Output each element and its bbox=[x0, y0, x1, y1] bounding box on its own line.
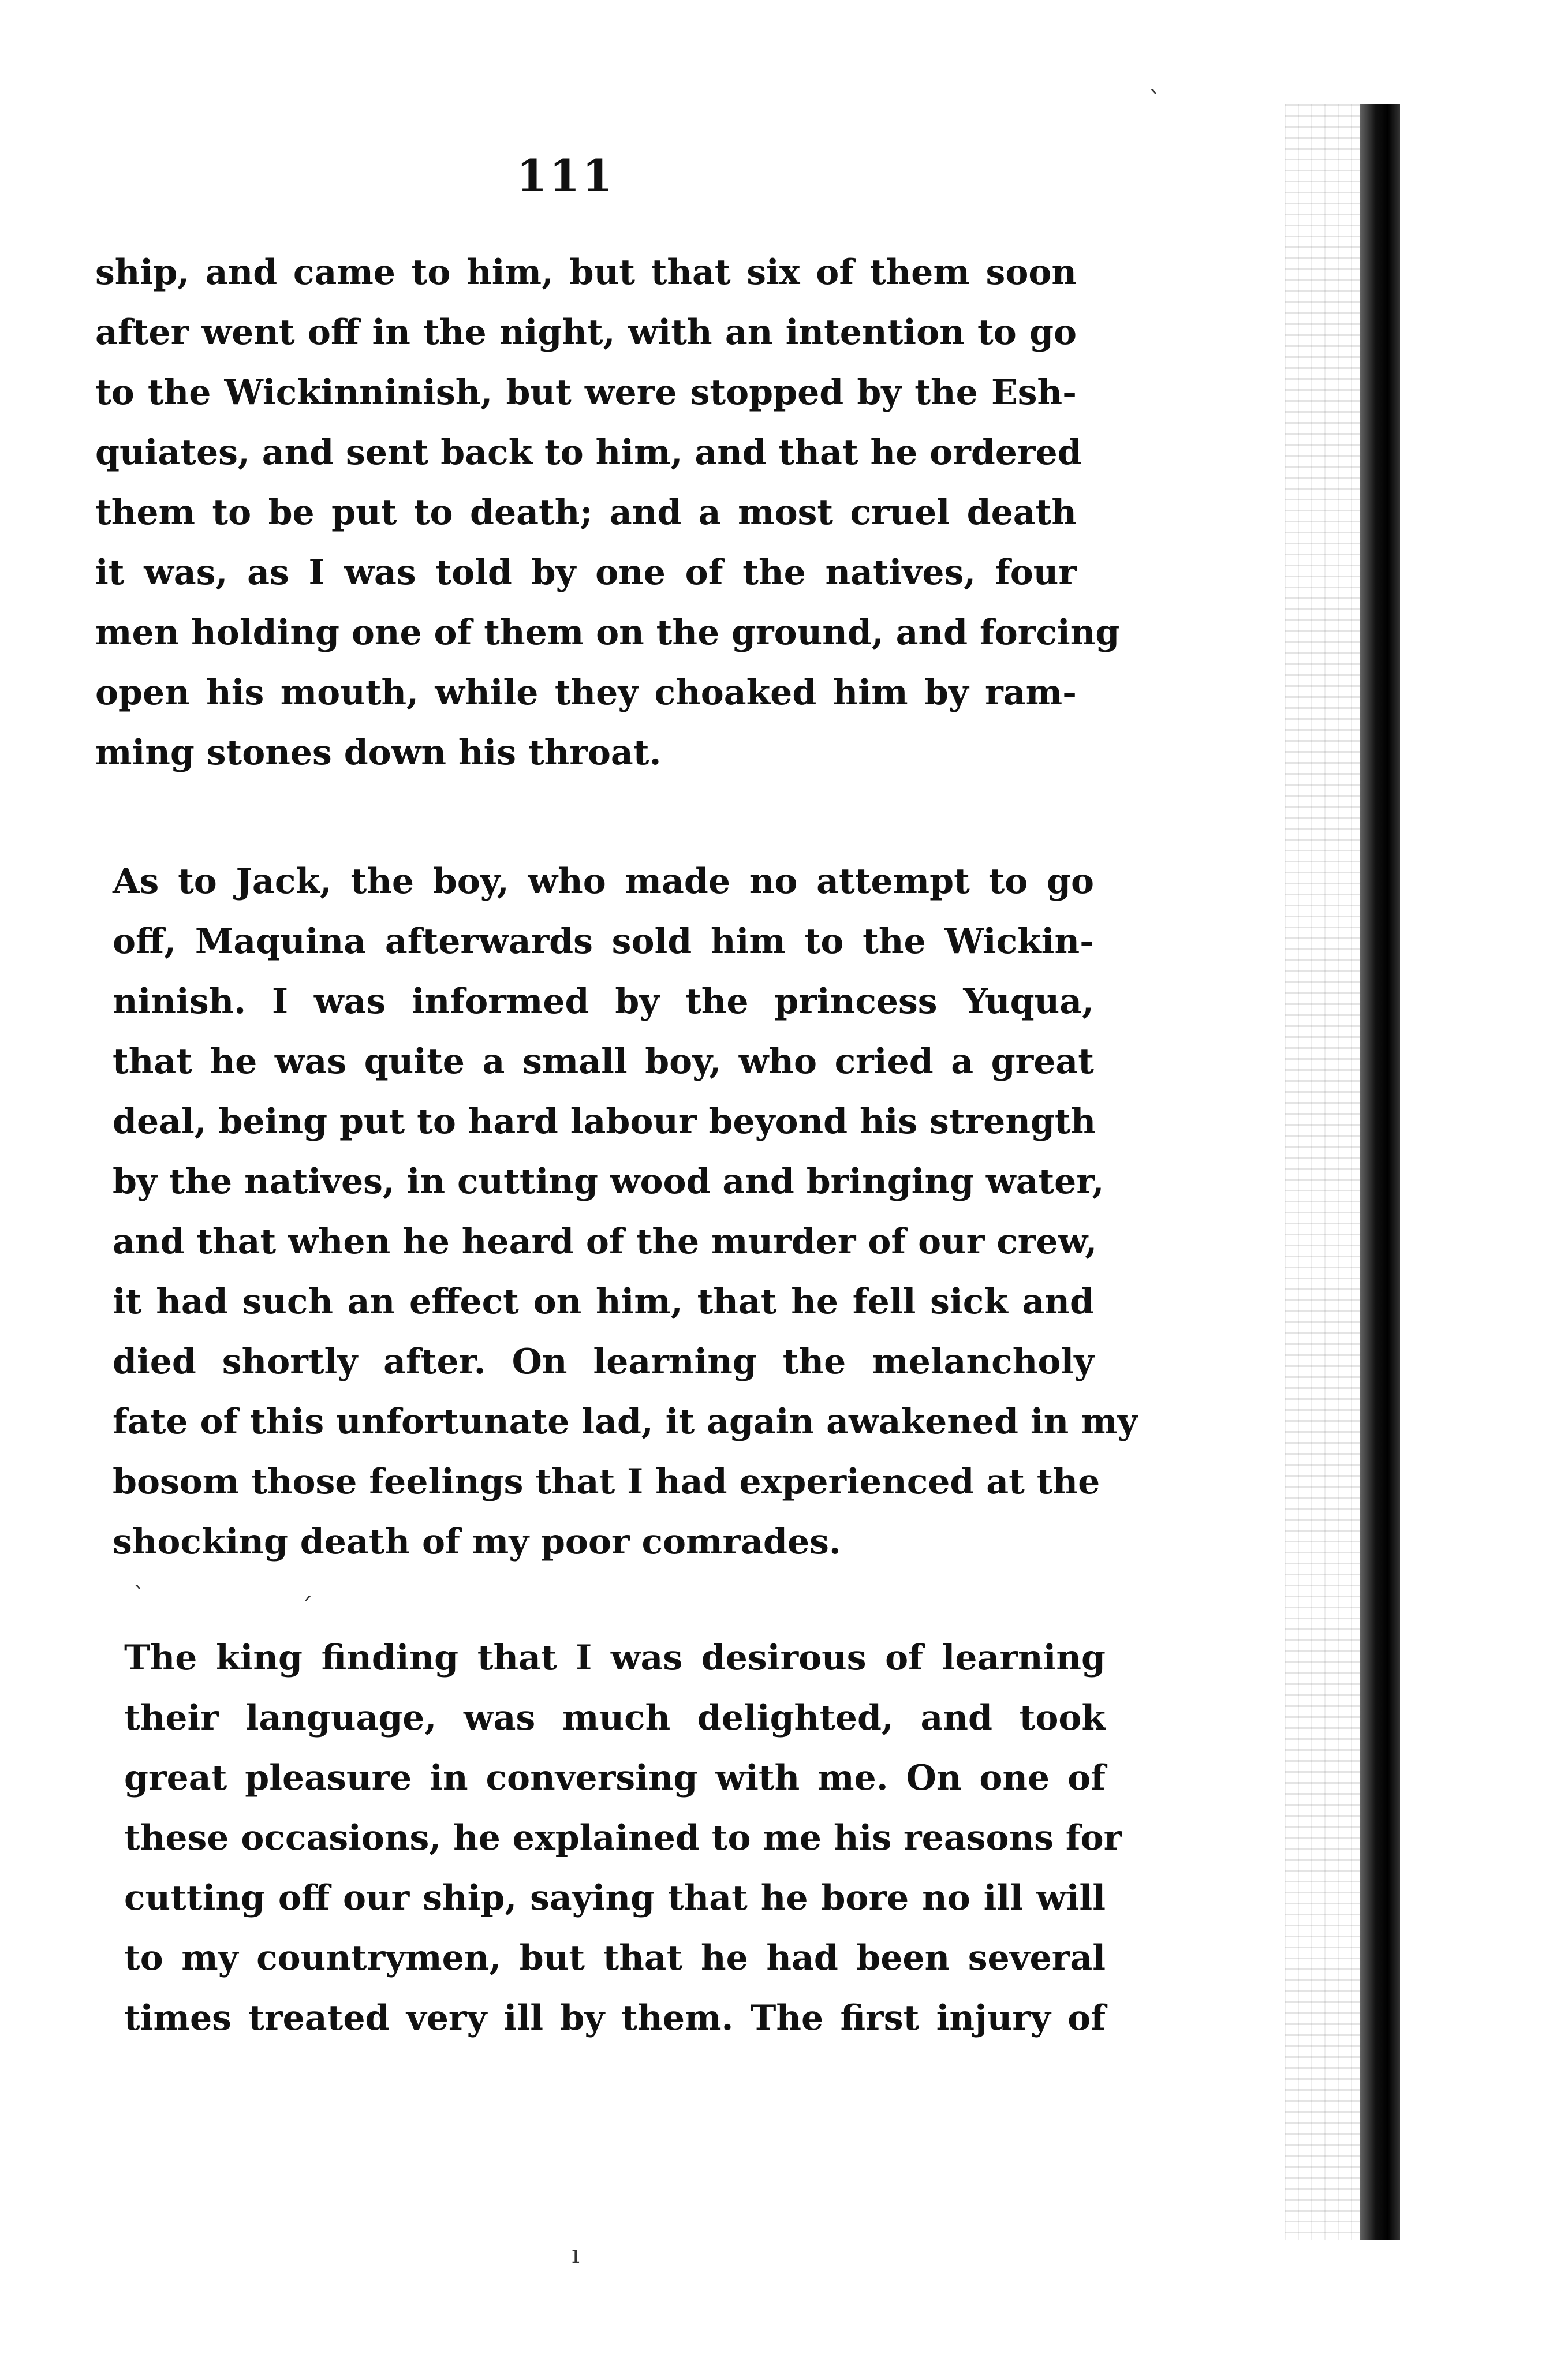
text-line: died shortly after. On learning the melancholy bbox=[113, 1342, 1094, 1382]
text-line: times treated very ill by them. The first injury of bbox=[124, 1998, 1106, 2038]
text-line: to my countrymen, but that he had been several bbox=[124, 1938, 1106, 1978]
page-number: 111 bbox=[516, 150, 615, 201]
binding-edge bbox=[1285, 104, 1400, 2240]
text-line: quiates, and sent back to him, and that he ordered bbox=[95, 432, 1082, 473]
text-line: them to be put to death; and a most cruel death bbox=[95, 492, 1077, 533]
text-line: ming stones down his throat. bbox=[95, 733, 662, 773]
text-line: after went off in the night, with an intention to go bbox=[95, 312, 1077, 353]
binding-speckle bbox=[1285, 104, 1360, 2240]
text-line: bosom those feelings that I had experienced at the bbox=[113, 1462, 1100, 1502]
text-line: ship, and came to him, but that six of them soon bbox=[95, 252, 1077, 293]
paragraph-2 bbox=[113, 851, 1138, 1572]
text-line: The king finding that I was desirous of learning bbox=[124, 1638, 1106, 1678]
text-line: fate of this unfortunate lad, it again awakened in my bbox=[113, 1402, 1138, 1442]
text-line: to the Wickinninish, but were stopped by the Esh- bbox=[95, 372, 1077, 413]
text-line: these occasions, he explained to me his reasons for bbox=[124, 1818, 1122, 1858]
scan-speck: ı bbox=[572, 2240, 580, 2269]
text-line: their language, was much delighted, and took bbox=[124, 1698, 1106, 1738]
binding-shadow bbox=[1360, 104, 1400, 2240]
text-line: shocking death of my poor comrades. bbox=[113, 1522, 841, 1562]
text-line: it had such an effect on him, that he fell sick and bbox=[113, 1282, 1094, 1322]
text-line: off, Maquina afterwards sold him to the Wickin- bbox=[113, 921, 1094, 962]
text-line: great pleasure in conversing with me. On one of bbox=[124, 1758, 1106, 1798]
text-line: men holding one of them on the ground, and forcing bbox=[95, 612, 1120, 653]
text-line: by the natives, in cutting wood and bringing water, bbox=[113, 1161, 1104, 1202]
text-line: As to Jack, the boy, who made no attempt to go bbox=[113, 861, 1094, 902]
scan-speck: ˊ bbox=[300, 1593, 313, 1623]
text-line: cutting off our ship, saying that he bore no ill will bbox=[124, 1878, 1106, 1918]
text-line: ninish. I was informed by the princess Yuqua, bbox=[113, 981, 1094, 1022]
paragraph-3 bbox=[124, 1628, 1122, 2048]
scan-speck: ˋ bbox=[133, 1582, 145, 1611]
text-line: open his mouth, while they choaked him by ram- bbox=[95, 673, 1077, 713]
text-line: and that when he heard of the murder of our crew, bbox=[113, 1222, 1097, 1262]
text-line: it was, as I was told by one of the natives, four bbox=[95, 552, 1077, 593]
text-line: deal, being put to hard labour beyond his strength bbox=[113, 1101, 1096, 1142]
scan-speck: ˋ bbox=[1149, 87, 1162, 116]
text-line: that he was quite a small boy, who cried a great bbox=[113, 1041, 1094, 1082]
paragraph-1 bbox=[95, 242, 1120, 783]
